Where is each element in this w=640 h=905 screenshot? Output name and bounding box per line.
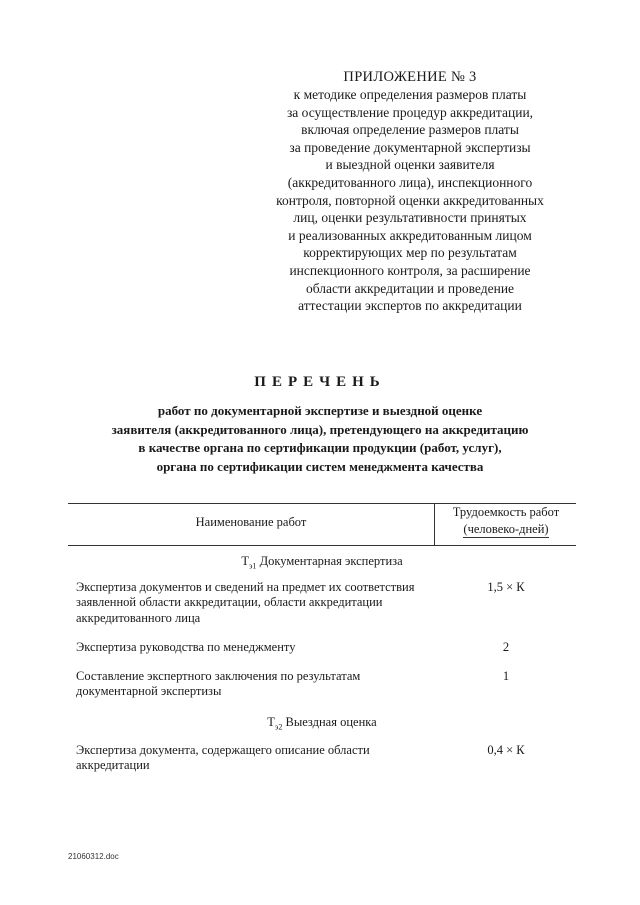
- subtitle-line: работ по документарной экспертизе и выездной оценке: [157, 403, 483, 418]
- appendix-line: (аккредитованного лица), инспекционного: [287, 174, 533, 190]
- appendix-line: корректирующих мер по результатам: [303, 245, 517, 261]
- section-label-sub: э2: [274, 722, 283, 732]
- row-name-line: аккредитованного лица: [76, 610, 201, 625]
- table-row-value: 1: [502, 669, 510, 683]
- section-heading: [68, 554, 576, 571]
- column-header-effort: [436, 504, 576, 538]
- table-row-value: 1,5 × К: [487, 580, 525, 594]
- section-heading: [68, 715, 576, 732]
- table-row-name: [76, 580, 446, 626]
- appendix-line: к методике определения размеров платы: [293, 87, 527, 102]
- row-name-line: Экспертиза документов и сведений на предмет их соответствия: [76, 580, 415, 594]
- document-subtitle: [60, 402, 580, 476]
- appendix-line: области аккредитации и проведение: [305, 280, 515, 296]
- appendix-line: за осуществление процедур аккредитации,: [286, 104, 534, 120]
- appendix-line: аттестации экспертов по аккредитации: [298, 298, 522, 314]
- column-header-name: Наименование работ: [195, 515, 307, 529]
- appendix-line: инспекционного контроля, за расширение: [289, 262, 531, 278]
- table-row-value: 2: [502, 640, 510, 654]
- subtitle-line: заявителя (аккредитованного лица), претендующего на аккредитацию: [111, 421, 529, 437]
- section-label-text: Документарная экспертиза: [256, 554, 403, 568]
- appendix-heading: ПРИЛОЖЕНИЕ № 3: [343, 69, 477, 85]
- table-row-name: [76, 640, 446, 655]
- row-name-line: аккредитации: [76, 758, 150, 773]
- row-name-line: Экспертиза документа, содержащего описание области: [76, 743, 370, 757]
- file-name: 21060312.doc: [68, 852, 119, 861]
- appendix-line: за проведение документарной экспертизы: [289, 139, 531, 155]
- section-label-main: Т: [267, 715, 275, 729]
- column-header-effort-line2: (человеко-дней): [463, 522, 549, 536]
- table-row-name: [76, 669, 446, 700]
- appendix-line: и реализованных аккредитованным лицом: [288, 227, 532, 243]
- document-title: ПЕРЕЧЕНЬ: [254, 374, 386, 390]
- subtitle-line: органа по сертификации систем менеджмента качества: [156, 458, 484, 474]
- table-row-name: [76, 743, 446, 774]
- appendix-line: включая определение размеров платы: [301, 122, 519, 138]
- row-name-line: Составление экспертного заключения по результатам: [76, 669, 361, 683]
- row-name-line: заявленной области аккредитации, области аккредитации: [76, 595, 383, 610]
- row-name-line: документарной экспертизы: [76, 684, 222, 699]
- table-column-divider: [434, 503, 435, 545]
- column-header-effort-line1: Трудоемкость работ: [452, 505, 560, 519]
- appendix-line: контроля, повторной оценки аккредитованных: [276, 192, 544, 208]
- table-row-value: 0,4 × К: [487, 743, 525, 757]
- subtitle-line: в качестве органа по сертификации продукции (работ, услуг),: [138, 440, 502, 455]
- appendix-line: лиц, оценки результативности принятых: [293, 210, 527, 226]
- appendix-block: [245, 68, 575, 315]
- section-label-main: Т: [241, 554, 249, 568]
- appendix-line: и выездной оценки заявителя: [325, 157, 495, 173]
- row-name-line: Экспертиза руководства по менеджменту: [76, 640, 296, 654]
- section-label-sub: э1: [249, 561, 257, 571]
- section-label-text: Выездная оценка: [282, 715, 377, 729]
- table-header-rule: [68, 545, 576, 546]
